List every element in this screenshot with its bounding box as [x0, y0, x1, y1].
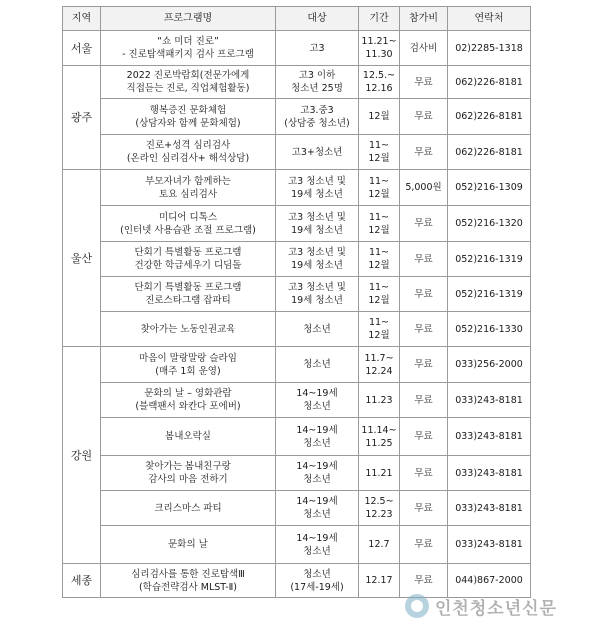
region-cell: 강원	[63, 347, 101, 564]
contact-cell: 033)243-8181	[448, 383, 531, 418]
table-row	[63, 526, 531, 564]
contact-cell: 033)243-8181	[448, 526, 531, 564]
target-cell: 고3 청소년 및 19세 청소년	[276, 170, 359, 206]
target-cell: 14~19세 청소년	[276, 526, 359, 564]
header-fee: 참가비	[400, 7, 448, 31]
watermark	[405, 586, 595, 626]
program-cell: 심리검사를 통한 진로탐색Ⅲ (학습전략검사 MLST-Ⅱ)	[101, 564, 276, 598]
target-cell: 고3.중3 (상담중 청소년)	[276, 99, 359, 135]
fee-cell: 무료	[400, 526, 448, 564]
table-row	[63, 66, 531, 99]
fee-cell: 무료	[400, 418, 448, 456]
program-cell: 부모자녀가 함께하는 토요 심리검사	[101, 170, 276, 206]
fee-cell: 무료	[400, 277, 448, 312]
region-cell: 울산	[63, 170, 101, 347]
period-cell: 11~ 12월	[359, 312, 400, 347]
program-cell: 2022 진로박람회(전문가에게 직접듣는 진로, 직업체험활동)	[101, 66, 276, 99]
table-row	[63, 277, 531, 312]
fee-cell: 5,000원	[400, 170, 448, 206]
table-row	[63, 99, 531, 135]
table-row	[63, 347, 531, 383]
target-cell: 고3	[276, 31, 359, 66]
header-program: 프로그램명	[101, 7, 276, 31]
contact-cell: 02)2285-1318	[448, 31, 531, 66]
target-cell: 14~19세 청소년	[276, 418, 359, 456]
table-row	[63, 135, 531, 170]
contact-cell: 062)226-8181	[448, 135, 531, 170]
program-cell: 진로+성격 심리검사 (온라인 심리검사+ 해석상담)	[101, 135, 276, 170]
target-cell: 고3 청소년 및 19세 청소년	[276, 242, 359, 277]
contact-cell: 052)216-1330	[448, 312, 531, 347]
fee-cell: 무료	[400, 383, 448, 418]
watermark-text: 인천청소년신문	[435, 598, 557, 619]
fee-cell: 검사비	[400, 31, 448, 66]
table-row	[63, 383, 531, 418]
program-table	[62, 6, 531, 598]
program-cell: 단회기 특별활동 프로그램 진로스타그램 잡파티	[101, 277, 276, 312]
contact-cell: 033)243-8181	[448, 456, 531, 491]
table-row	[63, 491, 531, 526]
contact-cell: 044)867-2000	[448, 564, 531, 598]
period-cell: 12.17	[359, 564, 400, 598]
period-cell: 11~ 12월	[359, 170, 400, 206]
target-cell: 고3 청소년 및 19세 청소년	[276, 277, 359, 312]
target-cell: 고3+청소년	[276, 135, 359, 170]
target-cell: 청소년	[276, 347, 359, 383]
header-region: 지역	[63, 7, 101, 31]
fee-cell: 무료	[400, 564, 448, 598]
region-cell: 세종	[63, 564, 101, 598]
program-cell: 크리스마스 파티	[101, 491, 276, 526]
period-cell: 12.7	[359, 526, 400, 564]
program-cell: 문화의 날	[101, 526, 276, 564]
program-cell: 행복증진 문화체험 (상담자와 함께 문화체험)	[101, 99, 276, 135]
program-cell: 미디어 디톡스 (인터넷 사용습관 조절 프로그램)	[101, 206, 276, 242]
contact-cell: 062)226-8181	[448, 66, 531, 99]
fee-cell: 무료	[400, 135, 448, 170]
program-cell: 마음이 말랑말랑 슬라임 (매주 1회 운영)	[101, 347, 276, 383]
fee-cell: 무료	[400, 242, 448, 277]
period-cell: 11~ 12월	[359, 206, 400, 242]
period-cell: 11.23	[359, 383, 400, 418]
fee-cell: 무료	[400, 456, 448, 491]
target-cell: 고3 이하 청소년 25명	[276, 66, 359, 99]
fee-cell: 무료	[400, 347, 448, 383]
program-cell: 찾아가는 노동인권교육	[101, 312, 276, 347]
table-row	[63, 206, 531, 242]
region-cell: 광주	[63, 66, 101, 170]
contact-cell: 052)216-1319	[448, 277, 531, 312]
target-cell: 청소년 (17세-19세)	[276, 564, 359, 598]
fee-cell: 무료	[400, 491, 448, 526]
table-row	[63, 242, 531, 277]
target-cell: 14~19세 청소년	[276, 491, 359, 526]
table-body	[63, 31, 531, 598]
target-cell: 고3 청소년 및 19세 청소년	[276, 206, 359, 242]
table-row	[63, 312, 531, 347]
program-cell: 단회기 특별활동 프로그램 건강한 학급세우기 디딤돌	[101, 242, 276, 277]
region-cell: 서울	[63, 31, 101, 66]
contact-cell: 033)243-8181	[448, 418, 531, 456]
contact-cell: 052)216-1319	[448, 242, 531, 277]
contact-cell: 062)226-8181	[448, 99, 531, 135]
header-period: 기간	[359, 7, 400, 31]
period-cell: 11.14~ 11.25	[359, 418, 400, 456]
table-row	[63, 418, 531, 456]
period-cell: 11~ 12월	[359, 242, 400, 277]
period-cell: 11~ 12월	[359, 135, 400, 170]
table-row	[63, 456, 531, 491]
contact-cell: 052)216-1320	[448, 206, 531, 242]
period-cell: 12월	[359, 99, 400, 135]
fee-cell: 무료	[400, 99, 448, 135]
program-cell: 봄내오락실	[101, 418, 276, 456]
period-cell: 11.7~ 12.24	[359, 347, 400, 383]
newspaper-logo-icon	[405, 594, 429, 618]
fee-cell: 무료	[400, 66, 448, 99]
period-cell: 11.21	[359, 456, 400, 491]
fee-cell: 무료	[400, 312, 448, 347]
target-cell: 14~19세 청소년	[276, 456, 359, 491]
program-cell: 찾아가는 봄내친구랑 감사의 마음 전하기	[101, 456, 276, 491]
target-cell: 14~19세 청소년	[276, 383, 359, 418]
program-cell: “쇼 미더 진로” - 진로탐색패키지 검사 프로그램	[101, 31, 276, 66]
period-cell: 11~ 12월	[359, 277, 400, 312]
contact-cell: 033)256-2000	[448, 347, 531, 383]
period-cell: 11.21~ 11.30	[359, 31, 400, 66]
target-cell: 청소년	[276, 312, 359, 347]
header-target: 대상	[276, 7, 359, 31]
table-row	[63, 170, 531, 206]
contact-cell: 052)216-1309	[448, 170, 531, 206]
header-contact: 연락처	[448, 7, 531, 31]
program-cell: 문화의 날 – 영화관람 (블랙팬서 와칸다 포에버)	[101, 383, 276, 418]
contact-cell: 033)243-8181	[448, 491, 531, 526]
period-cell: 12.5~ 12.23	[359, 491, 400, 526]
fee-cell: 무료	[400, 206, 448, 242]
period-cell: 12.5.~ 12.16	[359, 66, 400, 99]
table-row	[63, 31, 531, 66]
header-row	[63, 7, 531, 31]
